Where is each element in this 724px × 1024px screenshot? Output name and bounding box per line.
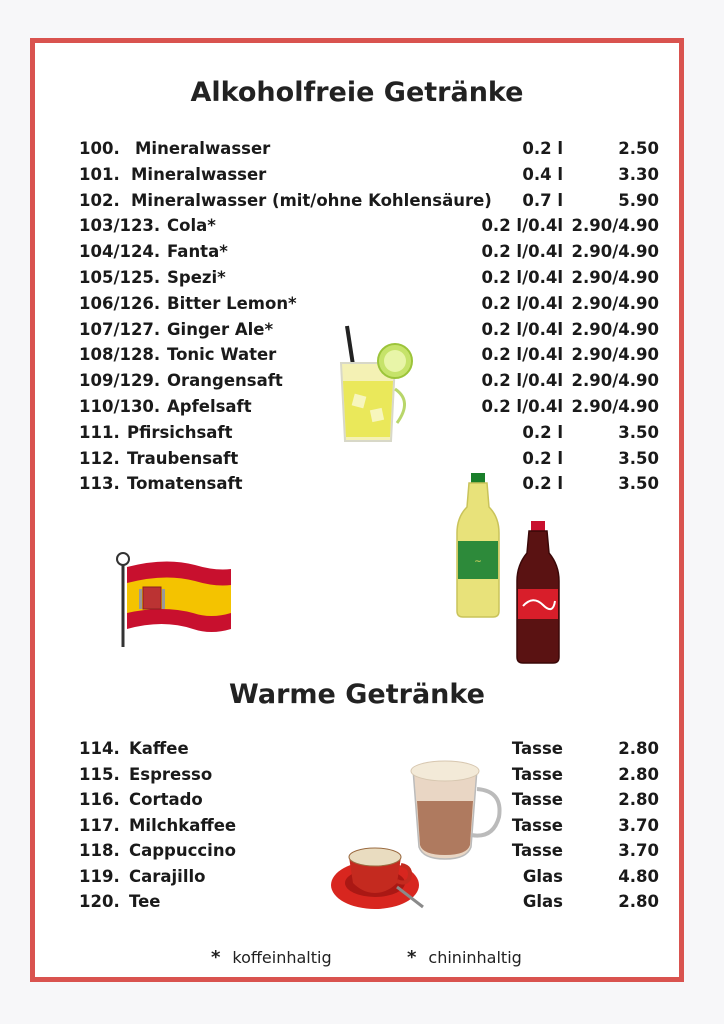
coffee-cups-icon xyxy=(327,755,527,915)
item-size: 0.2 l/0.4l xyxy=(481,319,563,339)
item-name: Espresso xyxy=(129,764,213,784)
item-name: Apfelsaft xyxy=(167,397,252,416)
item-name: Orangensaft xyxy=(167,371,283,391)
item-size: 0.4 l xyxy=(522,164,563,184)
cold-drinks-title: Alkoholfreie Getränke xyxy=(190,77,524,108)
item-name: Cortado xyxy=(129,790,203,809)
item-size: 0.2 l/0.4l xyxy=(481,293,563,313)
footnote-text: koffeinhaltig xyxy=(232,948,332,967)
item-size: 0.7 l xyxy=(522,190,563,210)
item-price: 5.90 xyxy=(618,190,659,210)
item-number: 111. xyxy=(79,422,120,442)
item-price: 3.70 xyxy=(618,815,659,835)
item-number: 106/126. xyxy=(79,293,161,313)
menu-item-row xyxy=(79,216,659,240)
item-number: 115. xyxy=(79,764,120,784)
item-number: 112. xyxy=(79,448,120,468)
item-size: Glas xyxy=(522,892,563,911)
item-price: 2.90/4.90 xyxy=(571,345,659,365)
warm-drinks-title: Warme Getränke xyxy=(229,679,485,710)
item-number: 100. xyxy=(79,139,120,158)
menu-item-row xyxy=(79,165,659,189)
footnote-quinine xyxy=(407,947,522,968)
item-number: 107/127. xyxy=(79,319,161,339)
item-price: 2.90/4.90 xyxy=(571,293,659,313)
footnote-caffeine xyxy=(211,947,332,968)
item-size: Tasse xyxy=(511,841,563,860)
item-number: 104/124. xyxy=(79,242,161,262)
item-size: Tasse xyxy=(511,739,563,758)
item-price: 3.50 xyxy=(618,448,659,468)
item-size: 0.2 l/0.4l xyxy=(481,345,563,365)
item-name: Tomatensaft xyxy=(127,474,243,494)
item-size: Glas xyxy=(522,866,563,886)
item-price: 2.50 xyxy=(618,139,659,158)
item-name: Mineralwasser xyxy=(135,139,271,158)
svg-text:~: ~ xyxy=(474,557,482,567)
item-price: 3.30 xyxy=(618,164,659,184)
item-name: Carajillo xyxy=(129,866,206,886)
item-name: Mineralwasser (mit/ohne Kohlensäure) xyxy=(131,190,492,210)
item-price: 4.80 xyxy=(618,866,659,886)
item-size: 0.2 l/0.4l xyxy=(481,216,563,236)
item-size: Tasse xyxy=(511,815,563,835)
item-name: Milchkaffee xyxy=(129,815,237,835)
item-number: 113. xyxy=(79,474,120,494)
item-name: Traubensaft xyxy=(127,448,239,468)
item-size: 0.2 l xyxy=(522,139,563,158)
item-price: 2.80 xyxy=(618,739,659,758)
item-number: 114. xyxy=(79,739,120,758)
item-number: 109/129. xyxy=(79,371,161,391)
item-number: 102. xyxy=(79,190,120,210)
item-price: 2.90/4.90 xyxy=(571,216,659,236)
item-price: 3.70 xyxy=(618,841,659,860)
spain-flag-icon xyxy=(115,551,235,651)
item-size: 0.2 l/0.4l xyxy=(481,371,563,391)
item-name: Pfirsichsaft xyxy=(127,422,233,442)
item-name: Tee xyxy=(129,892,161,911)
item-name: Kaffee xyxy=(129,739,189,758)
item-number: 110/130. xyxy=(79,397,161,416)
footnote-text: chininhaltig xyxy=(428,948,522,967)
item-price: 2.80 xyxy=(618,790,659,809)
menu-item-row xyxy=(79,191,659,215)
item-price: 2.90/4.90 xyxy=(571,371,659,391)
item-name: Ginger Ale* xyxy=(167,319,274,339)
footnote-mark: * xyxy=(407,947,417,968)
item-size: 0.2 l xyxy=(522,422,563,442)
menu-item-row xyxy=(79,242,659,266)
item-price: 3.50 xyxy=(618,422,659,442)
item-name: Tonic Water xyxy=(167,345,277,365)
footnote-mark: * xyxy=(211,947,221,968)
item-price: 2.90/4.90 xyxy=(571,242,659,262)
item-size: Tasse xyxy=(511,764,563,784)
soda-bottles-icon xyxy=(455,471,565,666)
item-size: 0.2 l xyxy=(522,448,563,468)
item-price: 2.90/4.90 xyxy=(571,319,659,339)
menu-item-row xyxy=(79,294,659,318)
item-number: 105/125. xyxy=(79,268,161,287)
item-name: Fanta* xyxy=(167,242,228,262)
item-number: 101. xyxy=(79,164,120,184)
item-number: 119. xyxy=(79,866,120,886)
item-size: 0.2 l/0.4l xyxy=(481,268,563,287)
item-number: 120. xyxy=(79,892,120,911)
item-price: 2.90/4.90 xyxy=(571,397,659,416)
item-number: 117. xyxy=(79,815,120,835)
item-name: Spezi* xyxy=(167,268,226,287)
menu-item-row xyxy=(79,449,659,473)
item-size: 0.2 l/0.4l xyxy=(481,242,563,262)
item-price: 2.80 xyxy=(618,764,659,784)
item-size: 0.2 l xyxy=(522,474,563,494)
item-name: Bitter Lemon* xyxy=(167,293,297,313)
item-price: 3.50 xyxy=(618,474,659,494)
menu-item-row xyxy=(79,474,659,498)
item-name: Cola* xyxy=(167,216,216,236)
menu-page xyxy=(30,38,684,982)
item-size: 0.2 l/0.4l xyxy=(481,397,563,416)
item-price: 2.90/4.90 xyxy=(571,268,659,287)
item-number: 108/128. xyxy=(79,345,161,365)
item-number: 103/123. xyxy=(79,216,161,236)
lemonade-glass-icon xyxy=(333,323,423,448)
item-number: 118. xyxy=(79,841,120,860)
item-name: Mineralwasser xyxy=(131,164,267,184)
item-size: Tasse xyxy=(511,790,563,809)
item-number: 116. xyxy=(79,790,120,809)
item-name: Cappuccino xyxy=(129,841,236,860)
menu-item-row xyxy=(79,268,659,292)
item-price: 2.80 xyxy=(618,892,659,911)
menu-item-row xyxy=(79,139,659,163)
